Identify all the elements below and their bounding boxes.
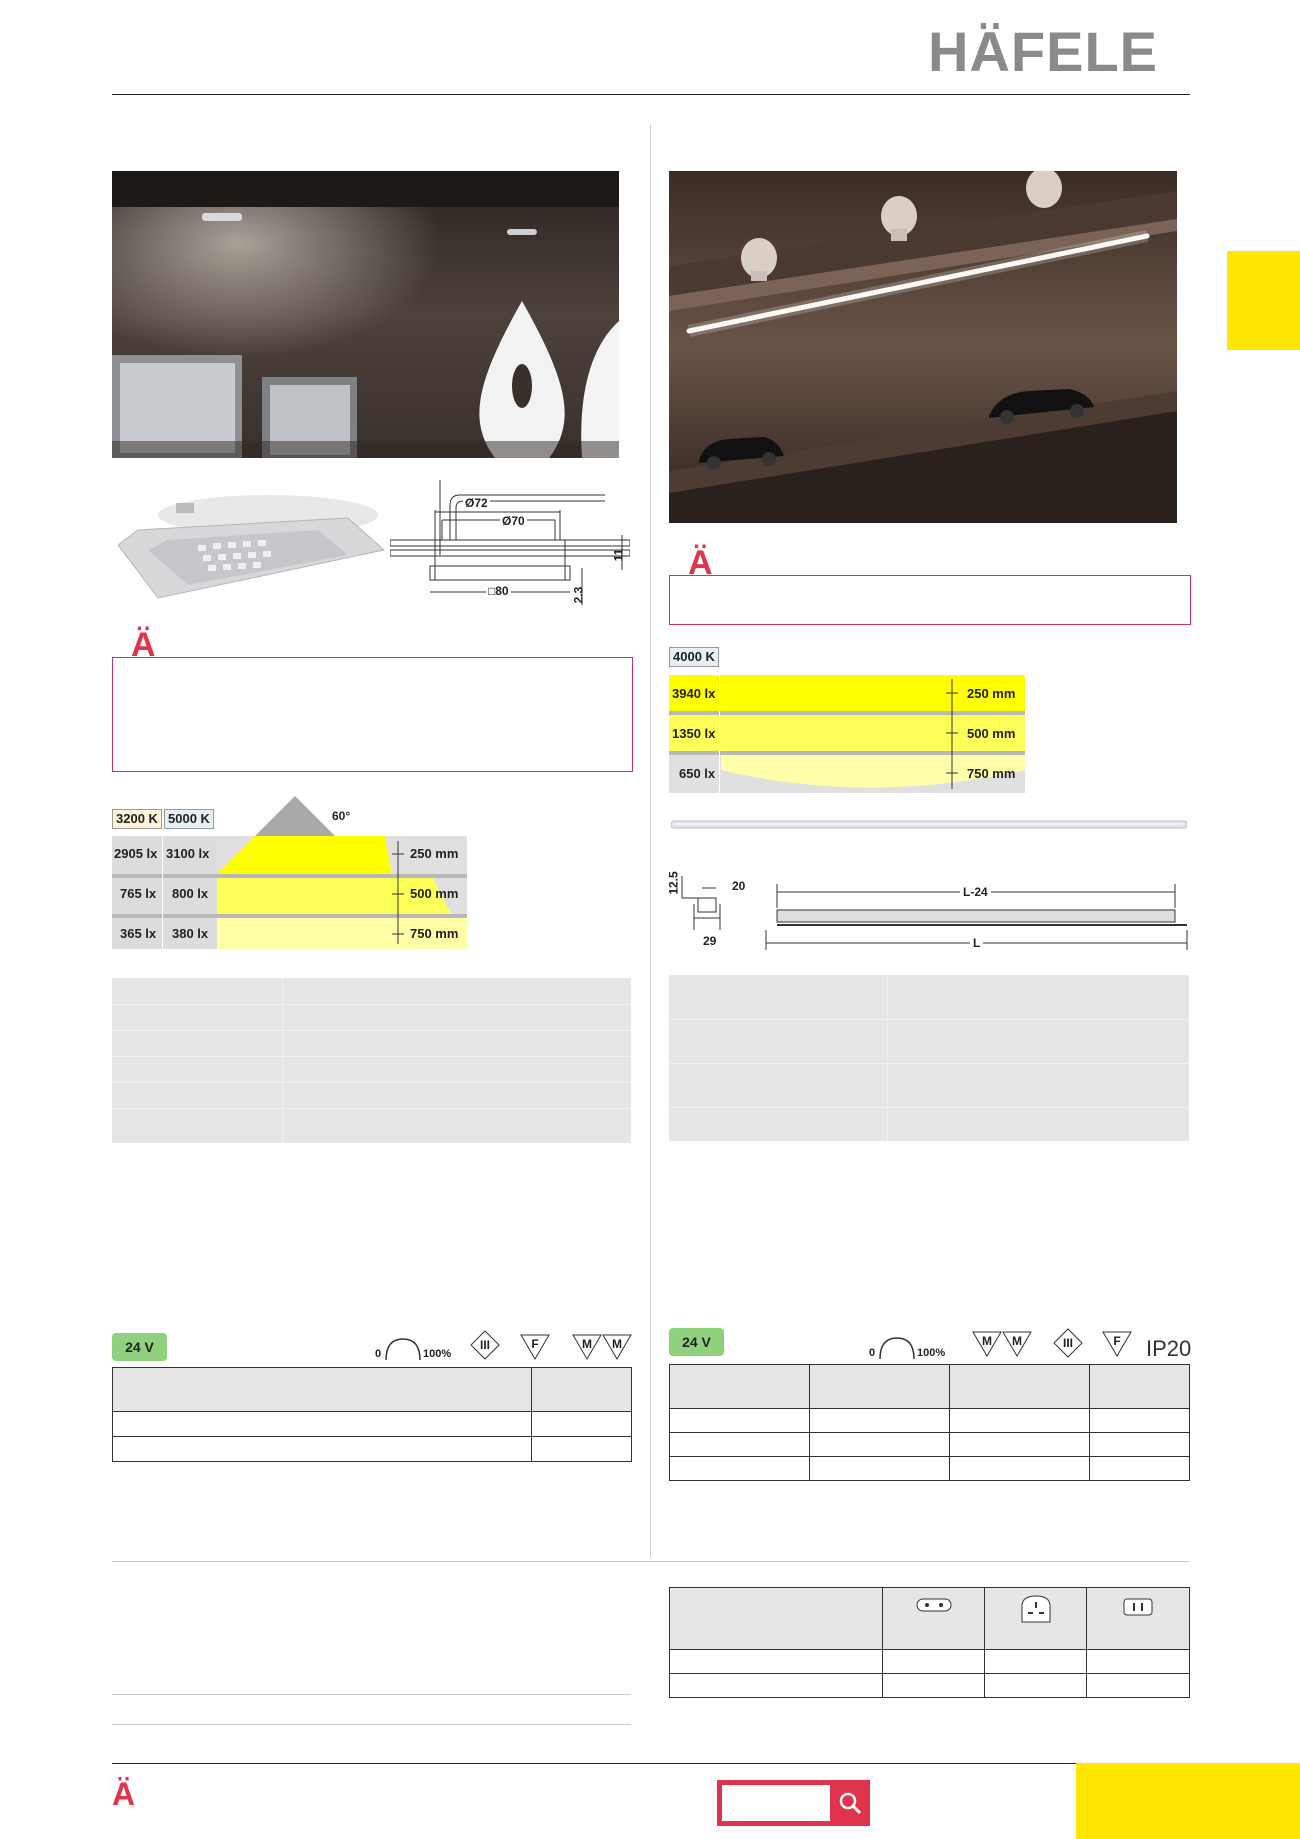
footer-yellow-block bbox=[1076, 1763, 1300, 1839]
search-input[interactable] bbox=[717, 1780, 835, 1826]
distance-value: 250 mm bbox=[410, 846, 459, 861]
dimmer-min: 0 bbox=[375, 1348, 382, 1360]
table-header-row bbox=[113, 1368, 632, 1412]
spec-block-right bbox=[669, 975, 1189, 1141]
column-divider bbox=[650, 124, 651, 1557]
section-divider bbox=[112, 1561, 1190, 1562]
note-box-left bbox=[112, 657, 633, 772]
dim-depth: 2.3 bbox=[571, 586, 586, 604]
lux-value: 765 lx bbox=[120, 886, 157, 901]
lux-value: 2905 lx bbox=[114, 846, 158, 861]
brand-mark-left: Ä bbox=[131, 626, 156, 664]
plug-table bbox=[669, 1587, 1190, 1698]
mm-marking-icon: M M bbox=[572, 1334, 632, 1360]
lux-value: 800 lx bbox=[172, 886, 209, 901]
distance-value: 750 mm bbox=[967, 766, 1016, 781]
lux-value: 650 lx bbox=[679, 766, 716, 781]
spec-block-left bbox=[112, 978, 631, 1143]
dimmer-icon bbox=[375, 1336, 460, 1362]
header-divider bbox=[112, 94, 1190, 95]
lux-value: 3940 lx bbox=[672, 686, 716, 701]
dim-width-top: 20 bbox=[732, 879, 746, 893]
table-row bbox=[670, 1650, 1190, 1674]
mm-marking-icon: M M bbox=[972, 1331, 1032, 1357]
table-header-row bbox=[670, 1588, 1190, 1650]
product-photo-left bbox=[112, 171, 619, 458]
dim-square: □80 bbox=[488, 584, 509, 598]
table-row bbox=[670, 1409, 1190, 1433]
search-button[interactable] bbox=[830, 1780, 870, 1826]
dim-outer-diameter: Ø72 bbox=[465, 496, 488, 510]
dim-height: 12.5 bbox=[666, 871, 681, 895]
brand-mark-right: Ä bbox=[688, 544, 713, 582]
distance-value: 750 mm bbox=[410, 926, 459, 941]
lux-value: 1350 lx bbox=[672, 726, 716, 741]
table-row bbox=[670, 1433, 1190, 1457]
table-row bbox=[670, 1674, 1190, 1698]
dimmer-min: 0 bbox=[869, 1347, 876, 1359]
search-icon bbox=[830, 1780, 870, 1826]
furniture-f-icon: F bbox=[1102, 1331, 1132, 1357]
order-table-right bbox=[669, 1364, 1190, 1481]
distance-value: 250 mm bbox=[967, 686, 1016, 701]
lux-chart-right bbox=[669, 647, 1029, 793]
protection-class-icon: III bbox=[1053, 1328, 1083, 1358]
temp-warm-tag: 3200 K bbox=[112, 809, 162, 829]
ip-rating: IP20 bbox=[1146, 1336, 1192, 1361]
temp-tag: 4000 K bbox=[669, 647, 719, 667]
uk-plug-icon bbox=[1020, 1594, 1052, 1624]
logo-text: HÄFELE bbox=[928, 20, 1158, 83]
profile-dimension-drawing bbox=[668, 868, 1190, 954]
euro-plug-icon bbox=[916, 1598, 952, 1612]
lux-value: 365 lx bbox=[120, 926, 157, 941]
lux-chart-left bbox=[112, 796, 472, 956]
dimmer-icon bbox=[869, 1335, 954, 1361]
dim-inner-diameter: Ø70 bbox=[502, 514, 525, 528]
beam-angle: 60° bbox=[332, 809, 351, 823]
downlight-render bbox=[118, 485, 388, 605]
furniture-f-icon: F bbox=[520, 1334, 550, 1360]
distance-value: 500 mm bbox=[410, 886, 459, 901]
dimmer-max: 100% bbox=[917, 1347, 946, 1359]
footer-brand-mark: Ä bbox=[112, 1776, 136, 1812]
note-box-right bbox=[669, 575, 1191, 625]
rule-line bbox=[112, 1724, 631, 1725]
footer-divider bbox=[112, 1763, 1076, 1764]
temp-cool-tag: 5000 K bbox=[164, 809, 214, 829]
dimmer-max: 100% bbox=[423, 1348, 452, 1360]
rule-line bbox=[112, 1694, 631, 1695]
dim-width-bottom: 29 bbox=[703, 934, 717, 948]
downlight-dimension-drawing bbox=[390, 480, 630, 610]
protection-class-icon: III bbox=[470, 1330, 500, 1360]
distance-value: 500 mm bbox=[967, 726, 1016, 741]
product-photo-right bbox=[669, 171, 1177, 523]
lux-value: 3100 lx bbox=[166, 846, 210, 861]
table-header-row bbox=[670, 1365, 1190, 1409]
lux-value: 380 lx bbox=[172, 926, 209, 941]
voltage-badge-right: 24 V bbox=[669, 1328, 724, 1356]
dim-inner-length: L-24 bbox=[960, 885, 991, 899]
dim-length: L bbox=[970, 936, 983, 950]
order-table-left bbox=[112, 1367, 632, 1462]
dim-height: 11 bbox=[611, 548, 626, 562]
table-row bbox=[113, 1412, 632, 1437]
table-row bbox=[113, 1437, 632, 1462]
us-plug-icon bbox=[1123, 1598, 1153, 1616]
dim-square-value: 80 bbox=[495, 584, 509, 598]
led-profile-render bbox=[671, 818, 1187, 832]
side-tab[interactable] bbox=[1227, 251, 1300, 350]
voltage-badge-left: 24 V bbox=[112, 1333, 167, 1361]
brand-logo bbox=[928, 20, 1158, 83]
table-row bbox=[670, 1457, 1190, 1481]
